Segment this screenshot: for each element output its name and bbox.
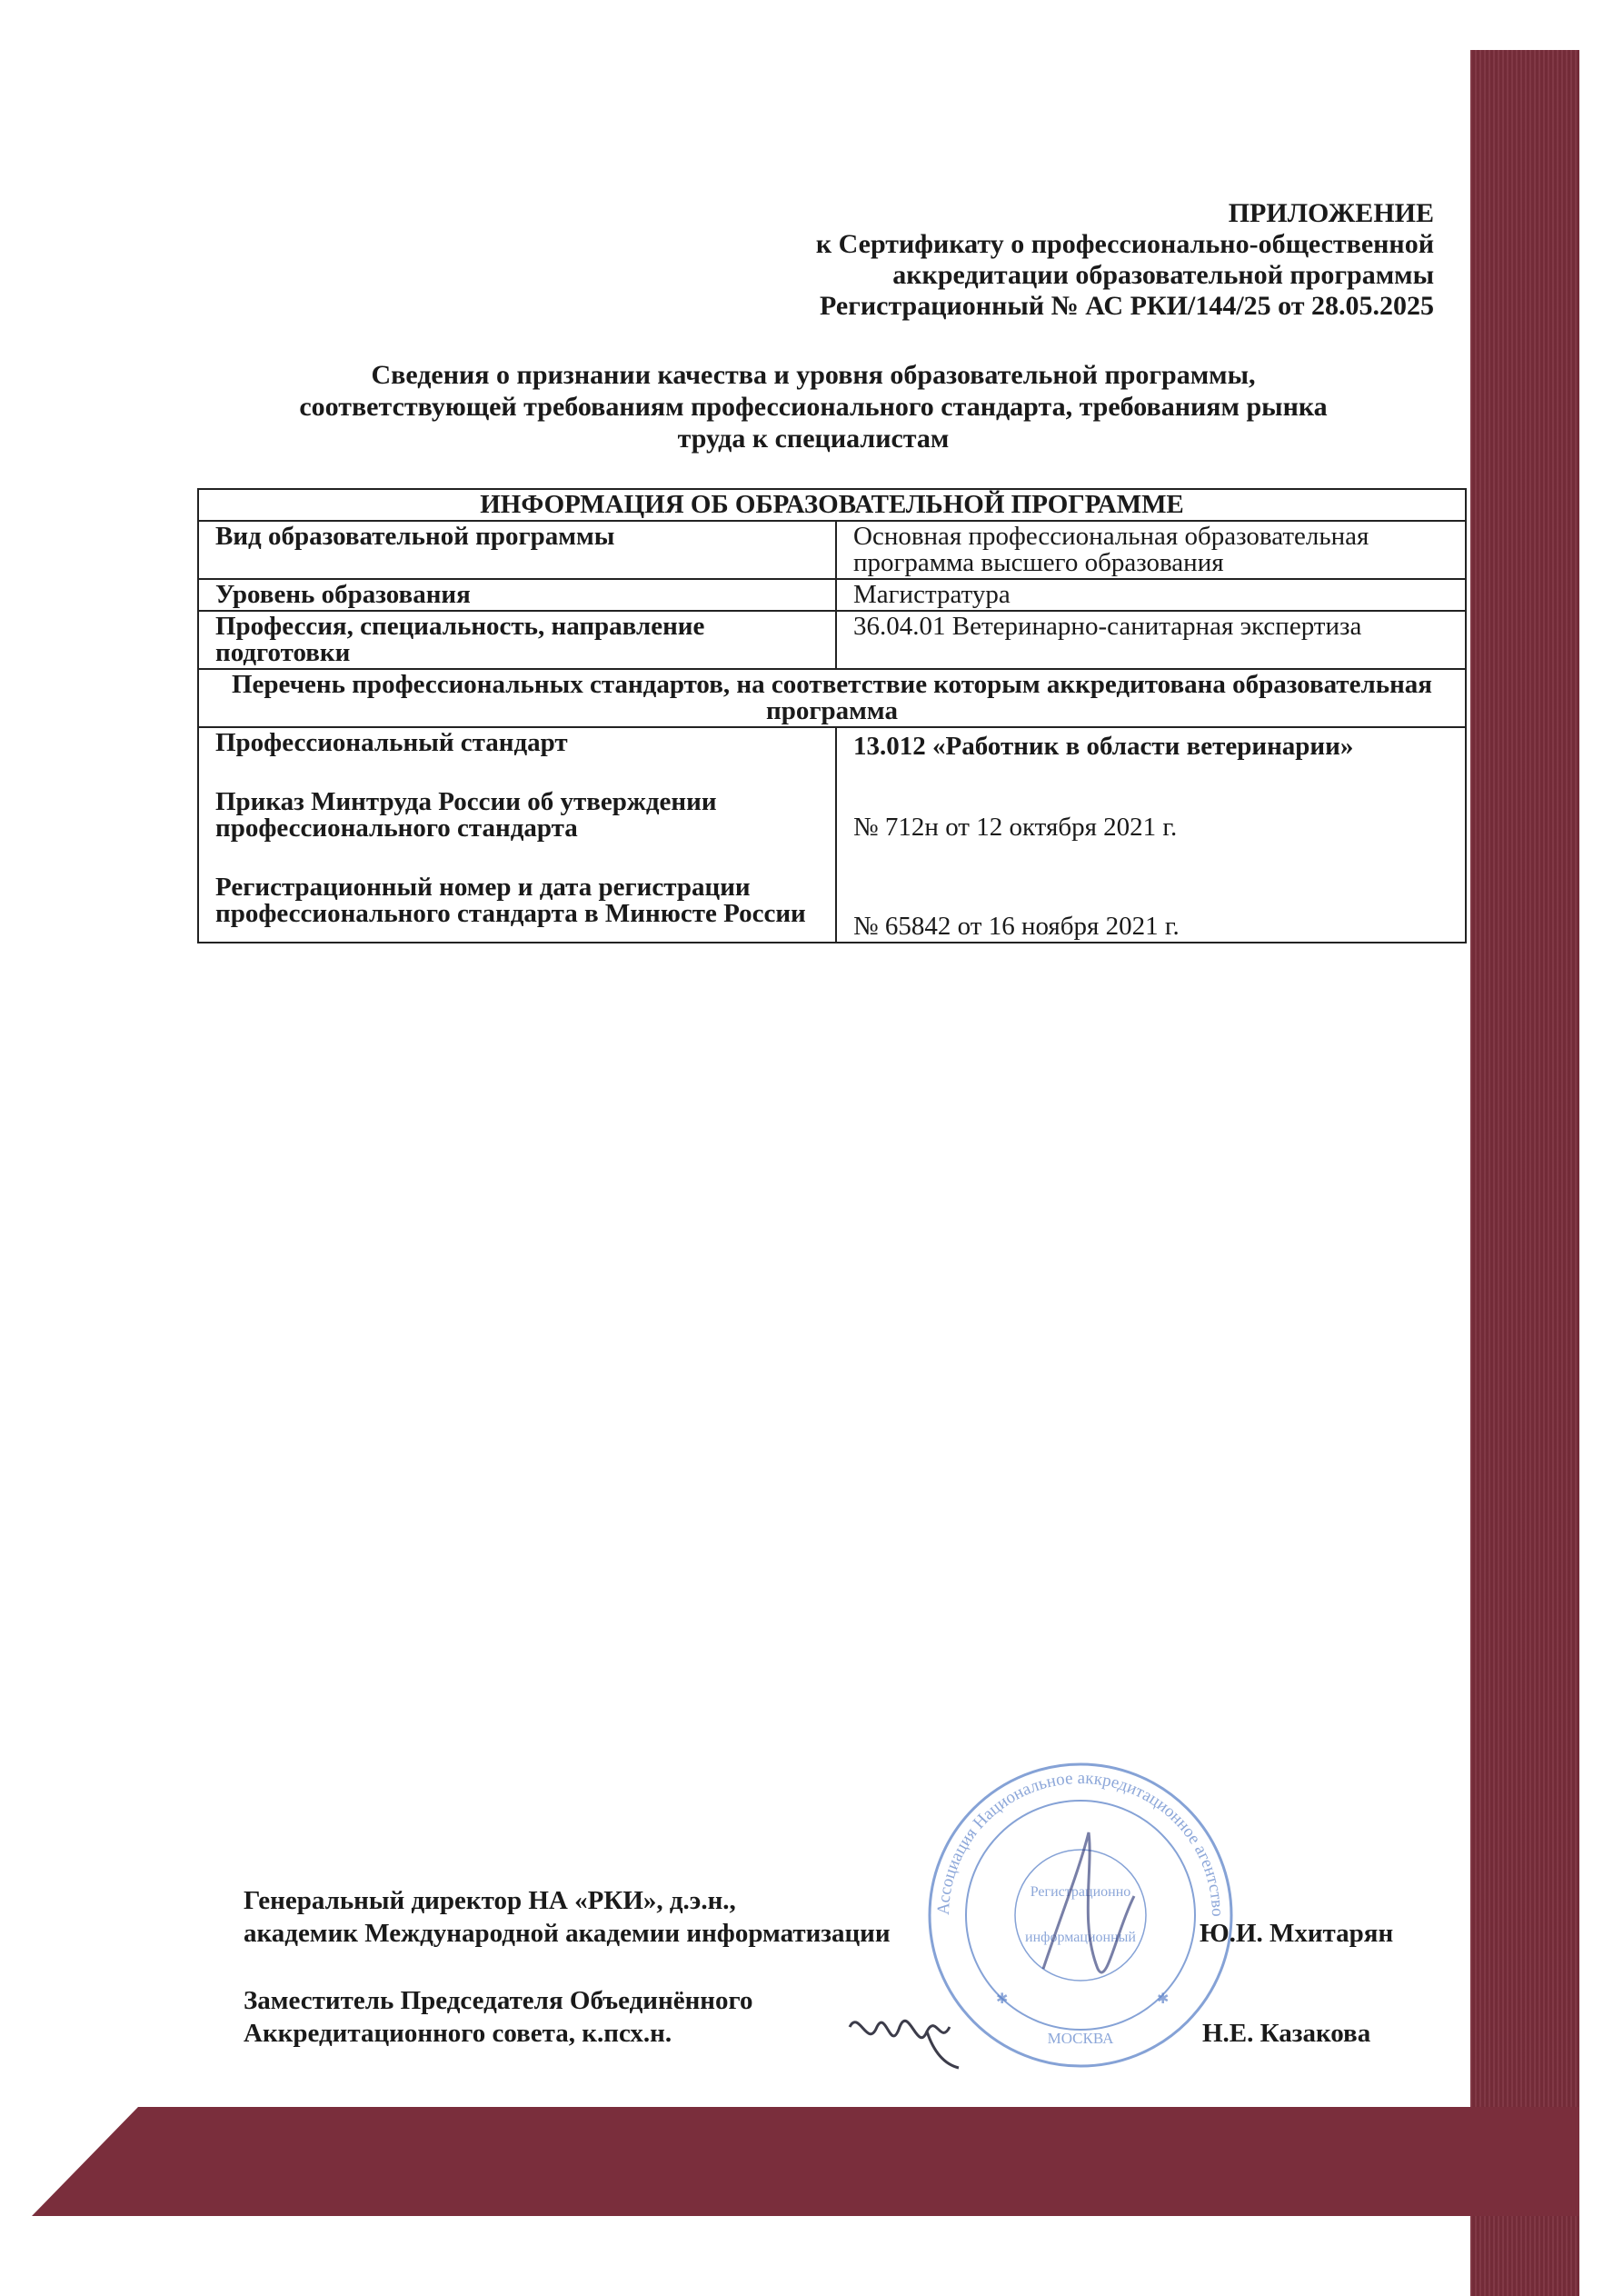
director-line-1: Генеральный директор НА «РКИ», д.э.н., [244,1886,736,1915]
table-row [198,579,1466,611]
director-name: Ю.И. Мхитарян [1200,1919,1394,1948]
program-type-label: Вид образовательной программы [198,521,836,579]
registration-label: Регистрационный номер и дата регистрации профессионального стандарта в Минюсте России [215,873,806,928]
standard-label: Профессиональный стандарт [215,728,568,757]
appendix-line-1: к Сертификату о профессионально-общественной [815,229,1434,259]
appendix-header [616,198,1434,322]
table-row [198,611,1466,669]
title-line-3: труда к специалистам [677,424,950,454]
title-line-2: соответствующей требованиям профессионального стандарта, требованиям рынка [299,392,1328,422]
decorative-frame-bottom [0,2107,1579,2216]
standards-values-cell [836,727,1466,943]
director-line-2: академик Международной академии информатизации [244,1919,891,1948]
stamp-city: МОСКВА [1047,2030,1114,2047]
level-label: Уровень образования [198,579,836,611]
specialty-value: 36.04.01 Ветеринарно-санитарная экспертиза [836,611,1466,669]
table-row [198,727,1466,943]
order-value: № 712н от 12 октября 2021 г. [853,813,1178,842]
table-row [198,521,1466,579]
deputy-signature [841,1972,1022,2081]
registration-value: № 65842 от 16 ноября 2021 г. [853,912,1180,941]
stamp-inner-bottom: информационный [1025,1930,1136,1945]
decorative-frame-right [1470,50,1579,2296]
standards-header: Перечень профессиональных стандартов, на соответствие которым аккредитована образовательная программа [198,669,1466,727]
program-type-value: Основная профессиональная образовательная программа высшего образования [836,521,1466,579]
title-line-1: Сведения о признании качества и уровня образовательной программы, [371,360,1256,390]
program-info-table [197,488,1467,943]
stamp-inner-top: Регистрационно [1030,1884,1131,1900]
appendix-line-2: аккредитации образовательной программы [892,260,1434,290]
standards-labels-cell [198,727,836,943]
stamp-outer-text: Ассоциация Национальное аккредитационное агентство [933,1768,1228,1917]
document-title [200,359,1427,454]
deputy-name: Н.Е. Казакова [1202,2019,1371,2048]
specialty-label: Профессия, специальность, направление подготовки [198,611,836,669]
director-position [244,1884,891,1950]
appendix-registration: Регистрационный № АС РКИ/144/25 от 28.05.2025 [819,291,1434,321]
deputy-position [244,1984,752,2050]
svg-text:✱: ✱ [996,1992,1009,2007]
order-label: Приказ Минтруда России об утверждении профессионального стандарта [215,787,717,843]
standard-value: 13.012 «Работник в области ветеринарии» [853,732,1354,761]
deputy-line-2: Аккредитационного совета, к.псх.н. [244,2019,672,2048]
svg-text:✱: ✱ [1157,1992,1170,2007]
level-value: Магистратура [836,579,1466,611]
appendix-title: ПРИЛОЖЕНИЕ [1228,198,1434,228]
table-header: ИНФОРМАЦИЯ ОБ ОБРАЗОВАТЕЛЬНОЙ ПРОГРАММЕ [198,489,1466,521]
deputy-line-1: Заместитель Председателя Объединённого [244,1986,753,2015]
